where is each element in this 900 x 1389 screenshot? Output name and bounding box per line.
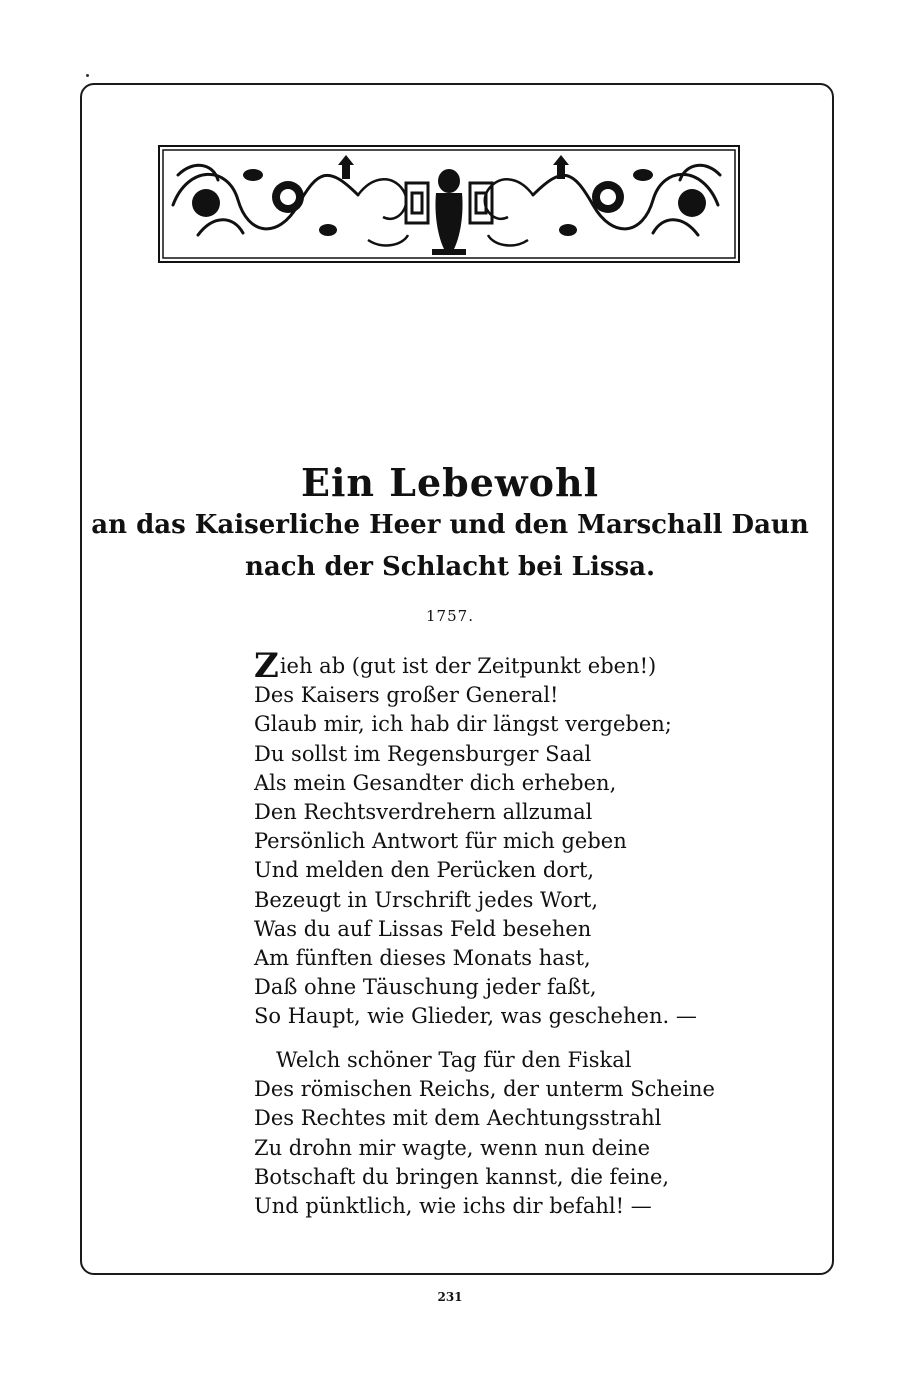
poem-subtitle-line-1: an das Kaiserliche Heer und den Marschall Daun bbox=[91, 510, 809, 540]
poem-line: Als mein Gesandter dich erheben, bbox=[254, 770, 617, 795]
poem-line: Und pünktlich, wie ichs dir befahl! — bbox=[254, 1193, 652, 1218]
ornamental-vine-banner-icon bbox=[158, 145, 740, 263]
poem-line bbox=[254, 646, 774, 686]
poem-line: Des Rechtes mit dem Aechtungsstrahl bbox=[254, 1106, 662, 1131]
poem-line-text: ieh ab (gut ist der Zeitpunkt eben!) bbox=[279, 654, 657, 678]
poem-line: Daß ohne Täuschung jeder faßt, bbox=[254, 975, 597, 1000]
poem-line: Des Kaisers großer General! bbox=[254, 683, 559, 708]
poem-line: Glaub mir, ich hab dir längst vergeben; bbox=[254, 712, 672, 737]
poem-line: Persönlich Antwort für mich geben bbox=[254, 829, 627, 854]
poem-line: So Haupt, wie Glieder, was geschehen. — bbox=[254, 1004, 697, 1029]
poem-stanza-2 bbox=[254, 1046, 774, 1221]
poem-stanza-1 bbox=[254, 646, 774, 1031]
poem-line: Bezeugt in Urschrift jedes Wort, bbox=[254, 887, 599, 912]
poem-line: Zu drohn mir wagte, wenn nun deine bbox=[254, 1135, 651, 1160]
poem-line: Botschaft du bringen kannst, die feine, bbox=[254, 1164, 670, 1189]
poem-line: Welch schöner Tag für den Fiskal bbox=[276, 1048, 632, 1072]
page-number: 231 bbox=[437, 1290, 463, 1304]
poem-line: Am fünften dieses Monats hast, bbox=[254, 945, 591, 970]
stray-print-mark bbox=[86, 74, 89, 77]
poem-subtitle-line-2: nach der Schlacht bei Lissa. bbox=[244, 552, 656, 582]
poem-line: Du sollst im Regensburger Saal bbox=[254, 741, 592, 766]
poem-year: 1757. bbox=[426, 607, 474, 625]
drop-cap: Z bbox=[254, 646, 279, 686]
poem-title: Ein Lebewohl bbox=[300, 460, 600, 505]
poem-line: Den Rechtsverdrehern allzumal bbox=[254, 799, 593, 824]
poem-line: Was du auf Lissas Feld besehen bbox=[254, 916, 592, 941]
poem-line: Des römischen Reichs, der unterm Scheine bbox=[254, 1077, 715, 1102]
poem-line: Und melden den Perücken dort, bbox=[254, 858, 595, 883]
